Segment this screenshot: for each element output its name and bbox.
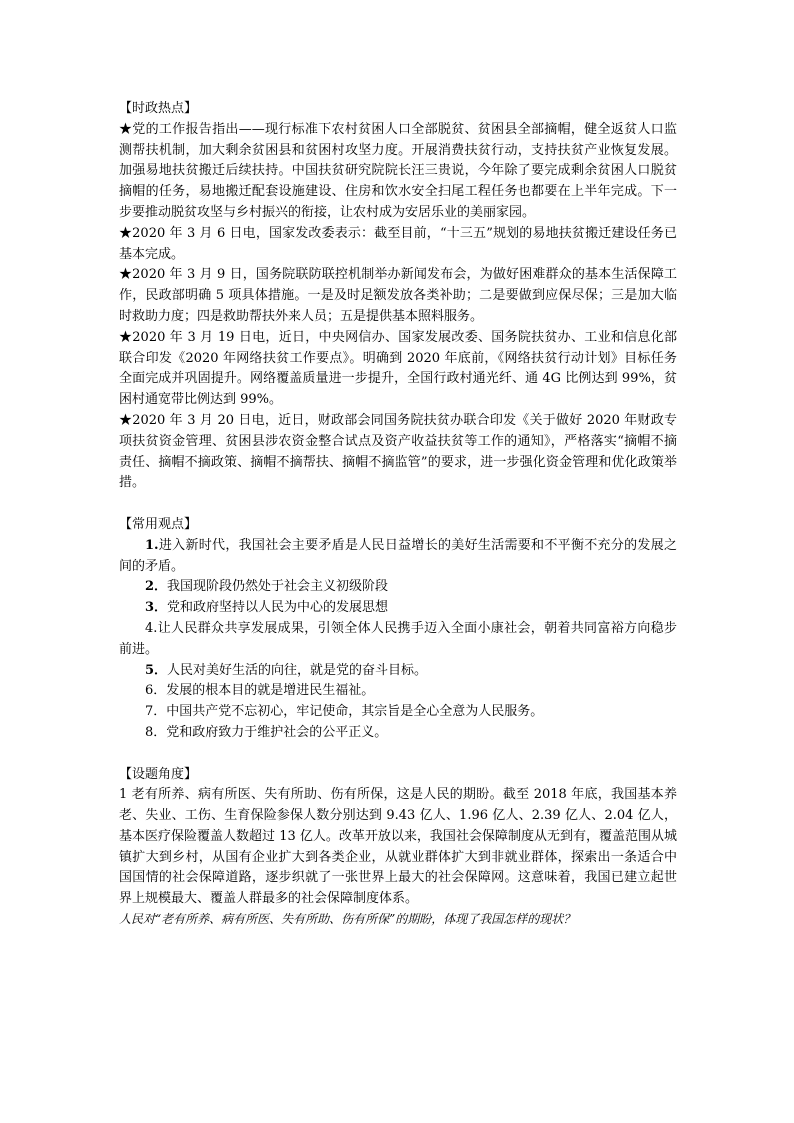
question-text: 人民对“老有所养、病有所医、失有所助、伤有所保”的期盼，体现了我国怎样的现状？ <box>119 912 576 927</box>
spacer <box>119 494 677 515</box>
news-paragraph: ★2020 年 3 月 6 日电，国家发改委表示：截至目前，“十三五”规划的易地扶贫搬迁建设任务已基本完成。 <box>119 225 677 262</box>
viewpoint-item <box>119 681 677 702</box>
viewpoint-number: 4. <box>145 620 158 636</box>
viewpoint-text: 人民对美好生活的向往，就是党的奋斗目标。 <box>167 662 428 678</box>
news-paragraph: ★2020 年 3 月 19 日电，近日，中央网信办、国家发展改委、国务院扶贫办、工业和信息化部联合印发《2020 年网络扶贫工作要点》。明确到 2020 年底前，《网络扶贫行动计划》目标任务全面完成并巩固提升。网络覆盖质量进一步提升，全国行政村通光纤、通 4G 比例达到 99%，贫困村通宽带比例达到 99%。 <box>119 329 677 408</box>
viewpoint-text: 我国现阶段仍然处于社会主义初级阶段 <box>167 579 389 595</box>
viewpoint-text: 党和政府致力于维护社会的公平正义。 <box>166 724 388 740</box>
news-paragraph: ★党的工作报告指出——现行标准下农村贫困人口全部脱贫、贫困县全部摘帽，健全返贫人口监测帮扶机制，加大剩余贫困县和贫困村攻坚力度。开展消费扶贫行动，支持扶贫产业恢复发展。加强易地扶贫搬迁后续扶持。中国扶贫研究院院长汪三贵说，今年除了要完成剩余贫困人口脱贫摘帽的任务，易地搬迁配套设施建设、住房和饮水安全扫尾工程任务也都要在上半年完成。下一步要推动脱贫攻坚与乡村振兴的衔接，让农村成为安居乐业的美丽家园。 <box>119 121 677 220</box>
viewpoint-text: 发展的根本目的就是增进民生福祉。 <box>166 683 375 699</box>
material-paragraph: 1 老有所养、病有所医、失有所助、伤有所保，这是人民的期盼。截至 2018 年底，我国基本养老、失业、工伤、生育保险参保人数分别达到 9.43 亿人、1.96 亿人、2.39 亿人、2.04 亿人，基本医疗保险覆盖人数超过 13 亿人。改革开放以来，我国社会保障制度从无到有，覆盖范围从城镇扩大到乡村，从国有企业扩大到各类企业，从就业群体扩大到非就业群体，探索出一条适合中国国情的社会保障道路，逐步织就了一张世界上最大的社会保障网。这意味着，我国已建立起世界上规模最大、覆盖人群最多的社会保障制度体系。 <box>119 787 677 907</box>
viewpoint-number: 1. <box>145 537 159 553</box>
viewpoint-number: 2． <box>145 579 168 595</box>
viewpoint-item <box>119 661 677 682</box>
viewpoint-item <box>119 536 677 578</box>
spacer <box>119 744 677 765</box>
news-paragraph: ★2020 年 3 月 9 日，国务院联防联控机制举办新闻发布会，为做好困难群众的基本生活保障工作，民政部明确 5 项具体措施。一是及时足额发放各类补助；二是要做到应保尽保；三是加大临时救助力度；四是救助帮扶外来人员；五是提供基本照料服务。 <box>119 267 677 324</box>
viewpoint-number: 3． <box>145 600 168 616</box>
viewpoint-item <box>119 598 677 619</box>
document-page <box>119 99 677 929</box>
viewpoint-number: 7． <box>145 704 167 720</box>
viewpoint-text: 中国共产党不忘初心，牢记使命，其宗旨是全心全意为人民服务。 <box>166 704 544 720</box>
section-heading-common-views: 【常用观点】 <box>119 516 198 532</box>
viewpoint-item <box>119 702 677 723</box>
section-heading-current-affairs: 【时政热点】 <box>119 101 198 116</box>
viewpoint-text: 让人民群众共享发展成果，引领全体人民携手迈入全面小康社会，朝着共同富裕方向稳步前进。 <box>119 620 677 657</box>
viewpoint-item <box>119 577 677 598</box>
news-paragraph: ★2020 年 3 月 20 日电，近日，财政部会同国务院扶贫办联合印发《关于做好 2020 年财政专项扶贫资金管理、贫困县涉农资金整合试点及资产收益扶贫等工作的通知》，严格落实“摘帽不摘责任、摘帽不摘政策、摘帽不摘帮扶、摘帽不摘监管”的要求，进一步强化资金管理和优化政策举措。 <box>119 412 677 491</box>
viewpoint-number: 5． <box>145 662 168 678</box>
viewpoint-text: 进入新时代，我国社会主要矛盾是人民日益增长的美好生活需要和不平衡不充分的发展之间的矛盾。 <box>119 537 677 574</box>
viewpoint-text: 党和政府坚持以人民为中心的发展思想 <box>167 600 389 616</box>
section-heading-question-angle: 【设题角度】 <box>119 766 198 782</box>
viewpoint-item <box>119 723 677 744</box>
viewpoint-number: 6． <box>145 683 167 699</box>
viewpoint-item <box>119 619 677 661</box>
viewpoint-number: 8． <box>145 724 167 740</box>
